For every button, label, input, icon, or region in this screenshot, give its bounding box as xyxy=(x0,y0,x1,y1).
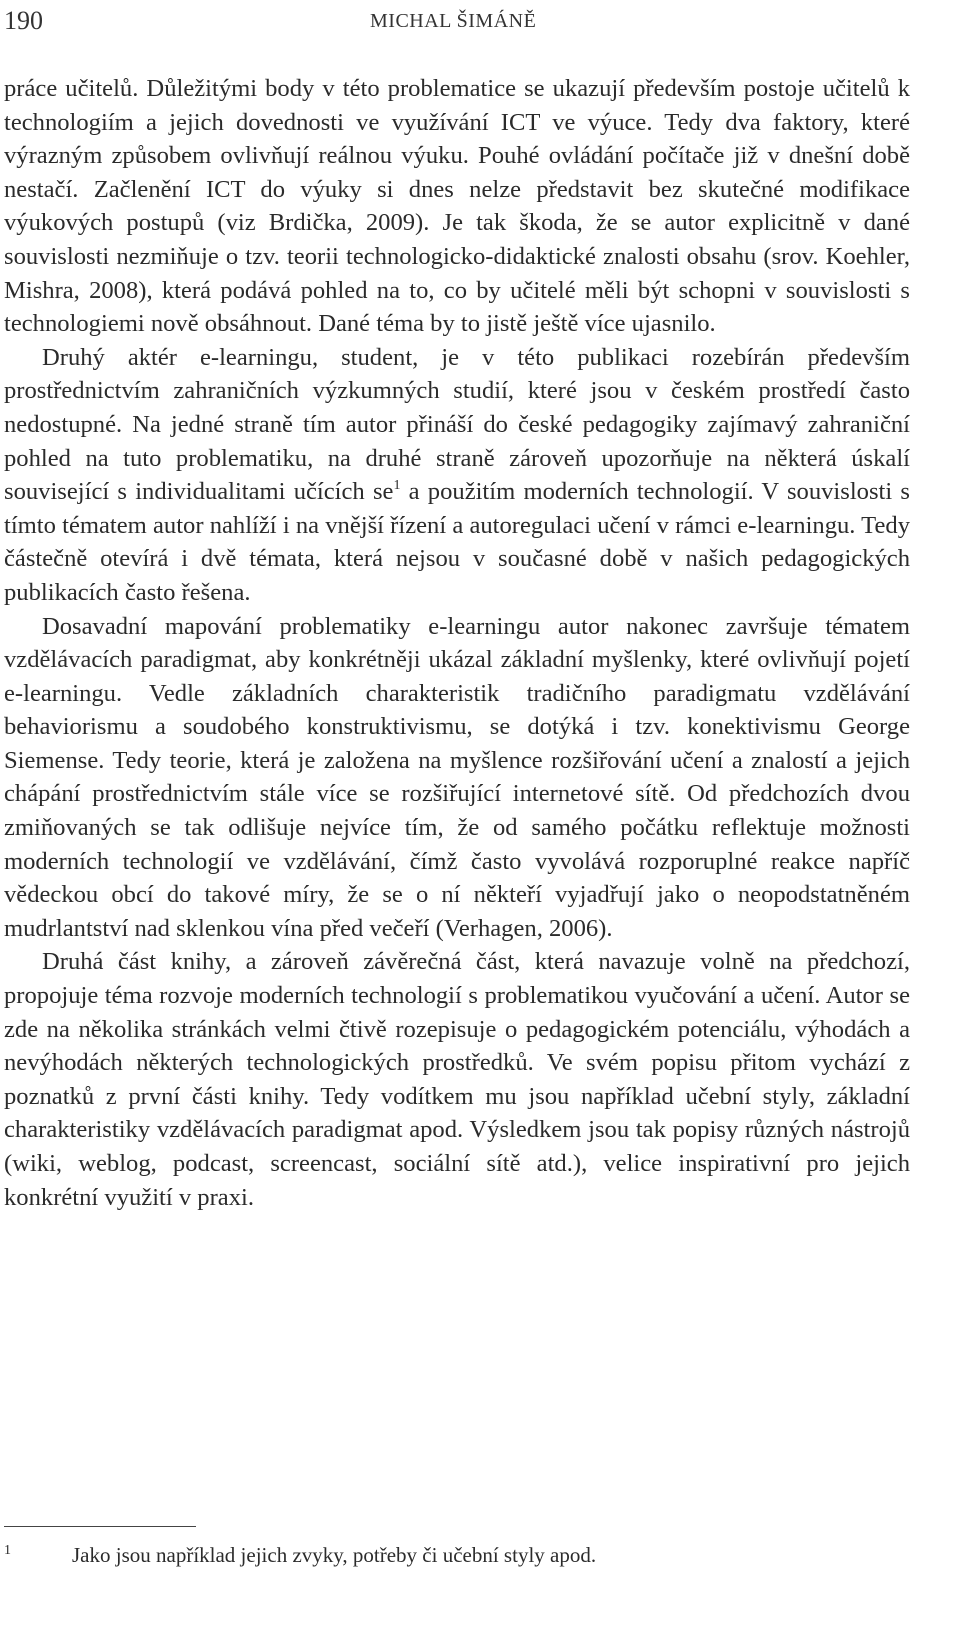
running-head xyxy=(0,0,960,40)
footnote-mark: 1 xyxy=(4,1543,11,1558)
paragraph-2 xyxy=(4,341,910,610)
paragraph-2-text-continued: a použitím moderních technologií. V souvislosti s tímto tématem autor nahlíží i na vnější řízení a autoregulaci učení v rámci e-learningu. Tedy částečně otevírá i dvě témata, která nejsou v současné době v našich pedagogických publikacích často řešena. xyxy=(4,478,910,606)
paragraph-3: Dosavadní mapování problematiky e-learningu autor nakonec završuje tématem vzdělávacích paradigmat, aby konkrétněji ukázal základní myšlenky, které ovlivňují pojetí e-learningu. Vedle základních charakteristik tradičního paradigmatu vzdělávání behaviorismu a soudobého konstruktivismu, se dotýká i tzv. konektivismu George Siemense. Tedy teorie, která je založena na myšlence rozšiřování učení a znalostí a jejich chápání prostřednictvím stále více se rozšiřující internetové sítě. Od předchozích dvou zmiňovaných se tak odlišuje nejvíce tím, že od samého počátku reflektuje možnosti moderních technologií ve vzdělávání, čímž často vyvolává rozporuplné reakce napříč vědeckou obcí do takové míry, že se o ní někteří vyjadřují jako o neopodstatněném mudrlantství nad sklenkou vína před večeří (Verhagen, 2006). xyxy=(4,612,910,942)
page-number: 190 xyxy=(4,6,43,35)
paragraph-1: práce učitelů. Důležitými body v této problematice se ukazují především postoje učitelů k technologiím a jejich dovednosti ve využívání ICT ve výuce. Tedy dva faktory, které výrazným způsobem ovlivňují reálnou výuku. Pouhé ovládání počítače již v dnešní době nestačí. Začlenění ICT do výuky si dnes nelze představit bez skutečné modifikace výukových postupů (viz Brdička, 2009). Je tak škoda, že se autor explicitně v dané souvislosti nezmiňuje o tzv. teorii technologicko-didaktické znalosti obsahu (srov. Koehler, Mishra, 2008), která podává pohled na to, co by učitelé měli být schopni v souvislosti s technologiemi nově obsáhnout. Dané téma by to jistě ještě více ujasnilo. xyxy=(4,75,910,338)
footnote-text: Jako jsou například jejich zvyky, potřeby či učební styly apod. xyxy=(72,1543,597,1567)
body-text xyxy=(4,72,910,1214)
footnote xyxy=(4,1541,904,1571)
paragraph-4: Druhá část knihy, a zároveň závěrečná část, která navazuje volně na předchozí, propojuje téma rozvoje moderních technologií s problematikou vyučování a učení. Autor se zde na několika stránkách velmi čtivě rozepisuje o pedagogickém potenciálu, výhodách a nevýhodách některých technologických prostředků. Ve svém popisu přitom vychází z poznatků z první části knihy. Tedy vodítkem mu jsou například učební styly, základní charakteristiky vzdělávacích paradigmat apod. Výsledkem jsou tak popisy různých nástrojů (wiki, weblog, podcast, screencast, sociální sítě atd.), velice inspirativní pro jejich konkrétní využití v praxi. xyxy=(4,948,910,1211)
running-title: MICHAL ŠIMÁNĚ xyxy=(370,10,537,32)
paragraph-2-text: Druhý aktér e-learningu, student, je v této publikaci rozebírán především prostřednictvím zahraničních výzkumných studií, které jsou v českém prostředí často nedostupné. Na jedné straně tím autor přináší do české pedagogiky zajímavý zahraniční pohled na tuto problematiku, na druhé straně zároveň upozorňuje na některá úskalí související s individualitami učících se xyxy=(4,343,910,506)
footnote-divider xyxy=(4,1526,196,1527)
footnote-reference[interactable]: 1 xyxy=(393,478,401,494)
